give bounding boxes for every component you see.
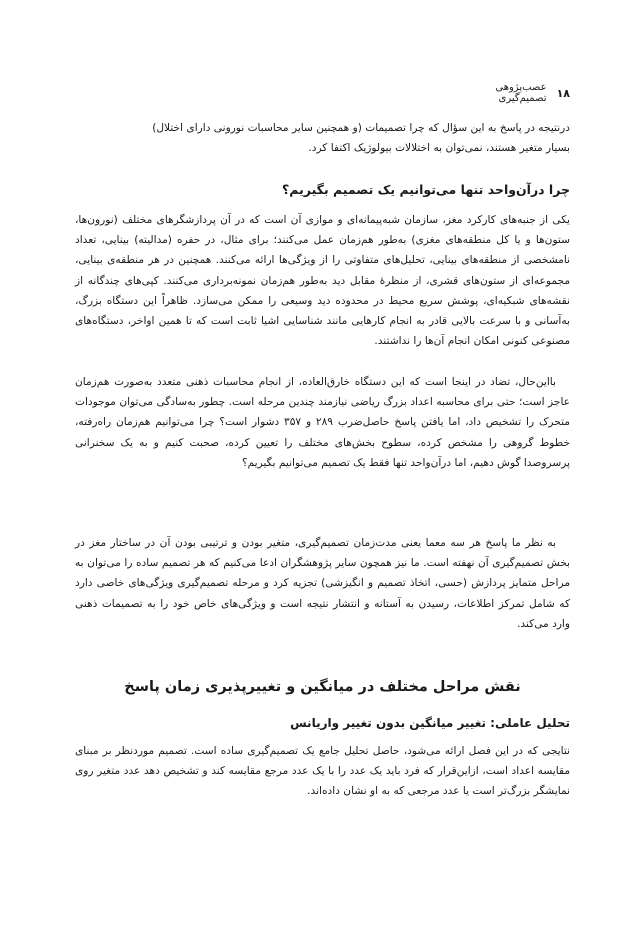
section2-para1-wrap: [75, 741, 570, 802]
section1-para2-wrap: [75, 372, 570, 473]
section2-paragraph-1: نتایجی که در این فصل ارائه می‌شود، حاصل تحلیل جامع یک تصمیم‌گیری ساده است. تصمیم موردنظر بر مبنای مقایسه اعداد است، ازاین‌قرار که فرد باید یک عدد را با یک عدد مرجع مقایسه کند و تشخیص دهد عدد متغیر روی نمایشگر بزرگ‌تر است یا عدد مرجعی که به او نشان داده‌اند.: [75, 745, 570, 798]
running-header: [450, 83, 570, 103]
section1-paragraph-1: یکی از جنبه‌های کارکرد مغز، سازمان شبه‌پیمانه‌ای و موازی آن است که در آن پردازشگرهای مختلف (نورون‌ها، ستون‌ها و یا کل منطقه‌های مغزی) به‌طور هم‌زمان عمل می‌کنند؛ برای مثال، در حفره (مدالیته) بینایی، تعداد نامشخصی از منطقه‌های بینایی، تحلیل‌های متفاوتی را از ویژگی‌ها ارائه می‌کنند. همچنین در هر منطقه‌ی بینایی، مجموعه‌ای از ستون‌های قشری، از منظرۀ مقابل دید به‌طور هم‌زمان نمونه‌برداری می‌کنند. کپی‌های چندگانه از نقشه‌های شبکیه‌ای، پوشش سریع محیط در محدوده دید وسیعی را ممکن می‌سازد. ظاهراً این دستگاه بزرگ، به‌آسانی و با سرعت بالایی قادر به انجام کارهایی مانند شناسایی اشیا ثابت است که تا همین اواخر، دستگاه‌های مصنوعی کنونی امکان انجام آن‌ها را نداشتند.: [75, 214, 570, 348]
intro-line-2: بسیار متغیر هستند، نمی‌توان به اختلالات بیولوژیک اکتفا کرد.: [308, 142, 570, 155]
running-title: عصب‌پژوهی تصمیم‌گیری: [495, 82, 547, 104]
section1-para3-wrap: [75, 533, 570, 634]
page-number: ۱۸: [556, 86, 570, 100]
section1-para1-wrap: [75, 210, 570, 351]
subsection-heading: تحلیل عاملی: تغییر میانگین بدون تغییر واریانس: [290, 716, 570, 730]
section1-paragraph-2: بااین‌حال، تضاد در اینجا است که این دستگاه خارق‌العاده، از انجام محاسبات ذهنی متعدد به‌صورت هم‌زمان عاجز است؛ حتی برای محاسبه اعداد بزرگ ریاضی نیازمند چندین مرحله است. چطور به‌سادگی می‌توان موجودات متحرک را تشخیص داد، اما یافتن پاسخ حاصل‌ضرب ۲۸۹ و ۳۵۷ دشوار است؟ چرا می‌توانیم هم‌زمان راه‌رفته، خطوط گروهی را مشخص کرده، سطوح بخش‌های مختلف را تعیین کرده، صحبت کنیم و به یک سخنرانی پرسروصدا گوش دهیم، اما درآن‌واحد تنها فقط یک تصمیم می‌توانیم بگیریم؟: [75, 376, 570, 469]
section-heading-2-wrap: [75, 713, 570, 733]
chapter-heading-wrap: [75, 675, 570, 699]
intro-paragraph: [75, 118, 570, 158]
section-heading: چرا درآن‌واحد تنها می‌توانیم یک تصمیم بگیریم؟: [282, 182, 570, 197]
section-heading-1-wrap: [75, 180, 570, 200]
chapter-heading: نقش مراحل مختلف در میانگین و تغییرپذیری زمان پاسخ: [124, 679, 521, 695]
intro-line-1: درنتیجه در پاسخ به این سؤال که چرا تصمیمات (و همچنین سایر محاسبات نورونی دارای اختلال): [152, 122, 570, 134]
section1-paragraph-3: به نظر ما پاسخ هر سه معما یعنی مدت‌زمان تصمیم‌گیری، متغیر بودن و ترتیبی بودن آن در ساختار مغز در بخش تصمیم‌گیری آن نهفته است. ما نیز همچون سایر پژوهشگران ادعا می‌کنیم که هر تصمیم ساده را می‌توان به مراحل متمایز پردازش (حسی، اتخاذ تصمیم و انگیزشی) تجزیه کرد و مرحله تصمیم‌گیری ویژگی‌های خاصی دارد که شامل تمرکز اطلاعات، رسیدن به آستانه و انتشار نتیجه است و ویژگی‌های خاص خود را به تصمیمات ذهنی وارد می‌کند.: [75, 537, 570, 630]
